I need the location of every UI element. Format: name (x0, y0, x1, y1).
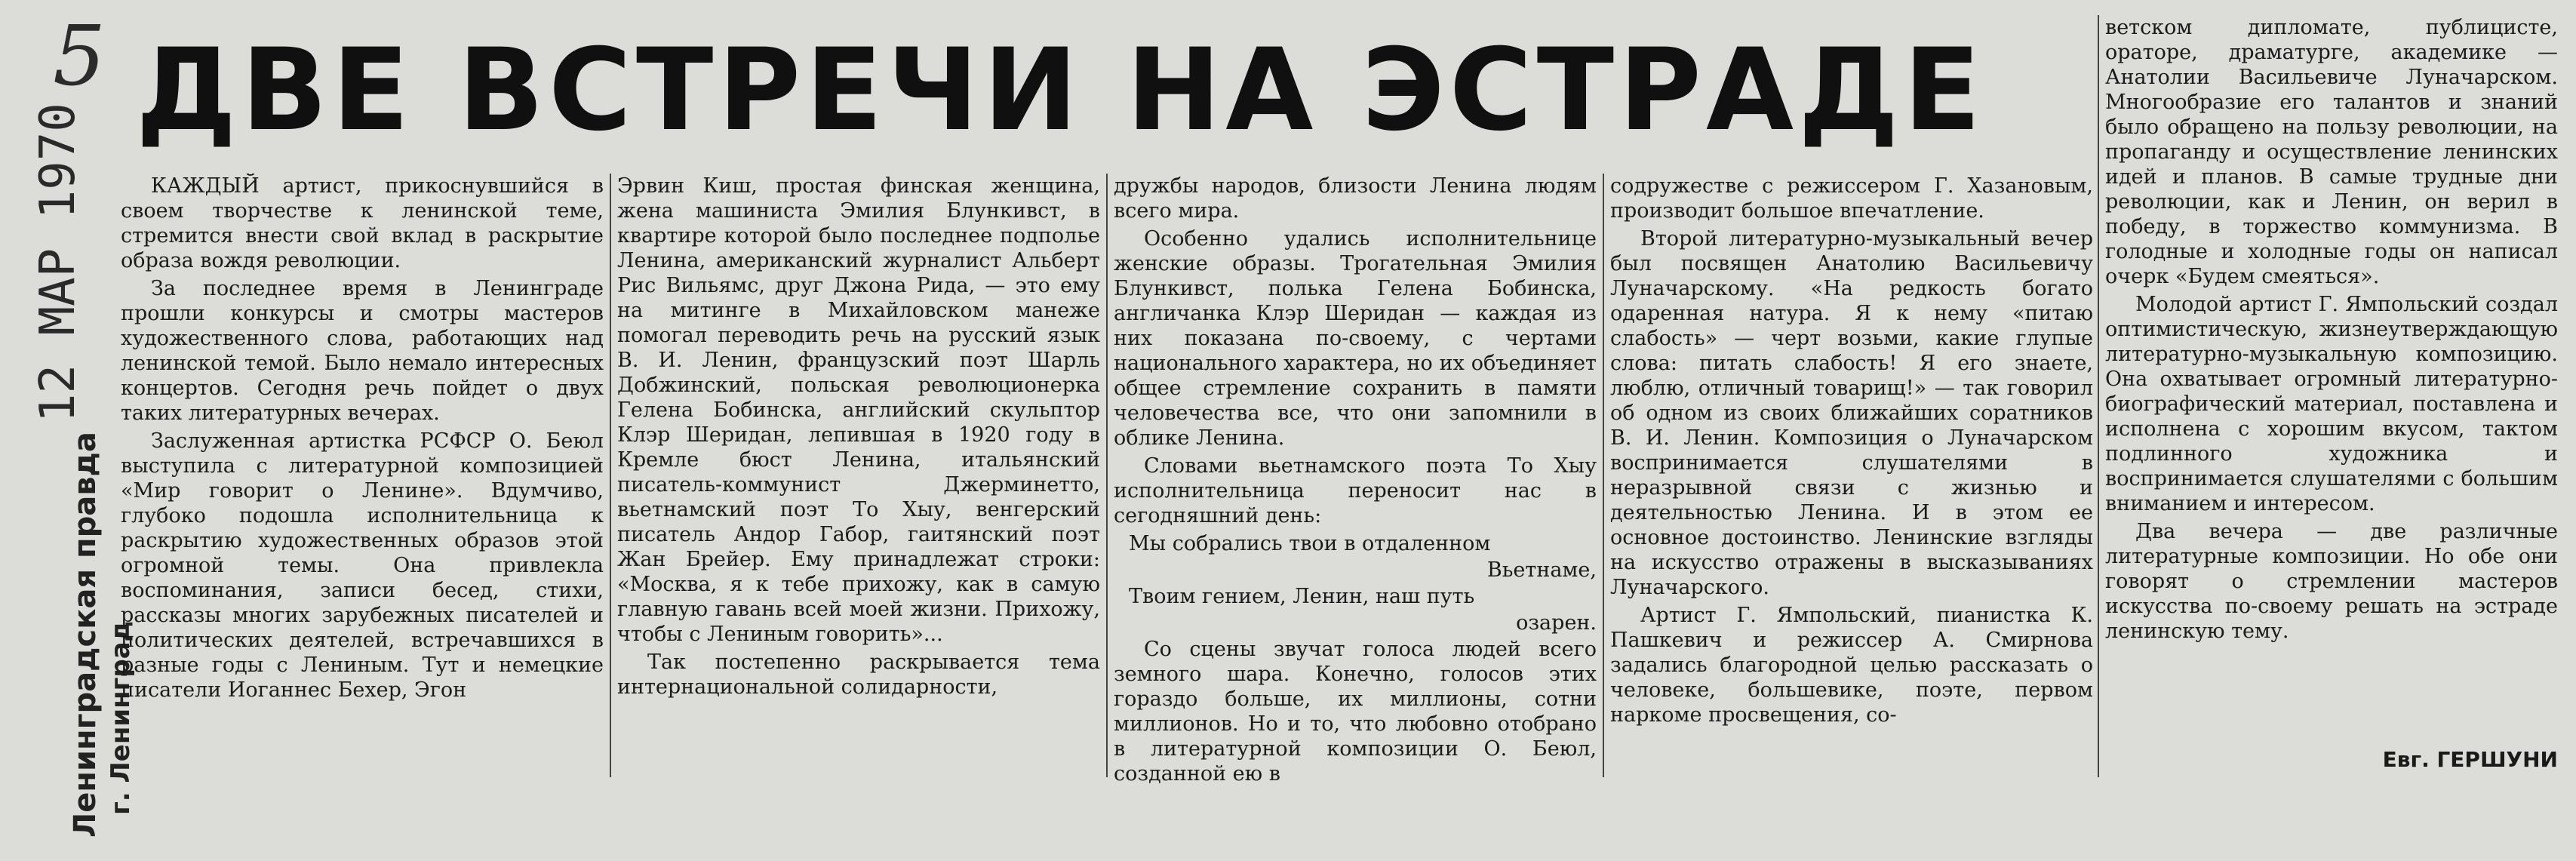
date-stamp: 12 МАР 1970 (30, 103, 86, 423)
article-column-2 (617, 174, 1100, 853)
paragraph: За последнее время в Ленинграде прошли конкурсы и смотры мастеров художественного слова, работающих над ленинской темой. Было немало интересных концертов. Сегодня речь пойдет о двух таких литературных вечерах. (121, 277, 604, 425)
verse-line: Вьетнаме, (1486, 558, 1597, 582)
paragraph: Два вечера — две различные литературные композиции. Но обе они говорят о стремлении мастеров искусства по-своему решать на эстраде ленинскую тему. (2105, 520, 2558, 643)
paragraph: Заслуженная артистка РСФСР О. Беюл выступила с литературной композицией «Мир говорит о Ленине». Вдумчиво, глубоко подошла исполнительница к раскрытию художественных образов этой огромной темы. Она привлекла воспоминания, записи бесед, стихи, рассказы многих зарубежных писателей и политических деятелей, встречавшихся в разные годы с Лениным. Тут и немецкие писатели Иоганнес Бехер, Эгон (121, 429, 604, 702)
source-stamp: Ленинградская правда (68, 432, 103, 838)
paragraph: Так постепенно раскрывается тема интернациональной солидарности, (617, 650, 1100, 699)
paragraph: Словами вьетнамского поэта То Хыу исполнительница переносит нас в сегодняшний день: (1114, 454, 1597, 527)
paragraph: Эрвин Киш, простая финская женщина, жена машиниста Эмилия Блункивст, в квартире которой было последнее подполье Ленина, американский журналист Альберт Рис Вильямс, друг Джона Рида, — это ему на митинге в Михайловском манеже помогал переводить речь на русский язык В. И. Ленин, французский поэт Шарль Добжинский, польская революционерка Гелена Бобинска, английский скульптор Клэр Шеридан, лепившая в 1920 году в Кремле бюст Ленина, итальянский писатель-коммунист Джерминетто, вьетнамский поэт То Хыу, венгерский писатель Андор Габор, гаитянский поэт Жан Брейер. Ему принадлежат строки: «Москва, я к тебе прихожу, как в самую главную гавань всей моей жизни. Прихожу, чтобы с Лениным говорить»... (617, 174, 1100, 646)
paragraph: Со сцены звучат голоса людей всего земного шара. Конечно, голосов этих гораздо больше, их миллионы, сотни миллионов. Но и то, что любовно отобрано в литературной композиции О. Беюл, созданной ею в (1114, 638, 1597, 786)
article-headline: ДВЕ ВСТРЕЧИ НА ЭСТРАДЕ (136, 25, 1986, 156)
column-divider (1603, 174, 1604, 777)
verse-line: Твоим гением, Ленин, наш путь (1129, 585, 1475, 608)
paragraph: содружестве с режиссером Г. Хазановым, производит большое впечатление. (1610, 174, 2093, 223)
article-column-3 (1114, 174, 1597, 853)
article-column-5 (2105, 15, 2558, 853)
paragraph: КАЖДЫЙ артист, прикоснувшийся в своем творчестве к ленинской теме, стремится внести свой вклад в раскрытие образа вождя революции. (121, 174, 604, 272)
verse-line: Мы собрались твои в отдаленном (1129, 532, 1491, 555)
column-divider (610, 174, 611, 777)
paragraph: Особенно удались исполнительнице женские образы. Трогательная Эмилия Блункивст, полька Гелена Бобинска, англичанка Клэр Шеридан — каждая из них показана по-своему, с чертами национального характера, но их объединяет общее стремление сохранить в памяти человечества все, что они запомнили в облике Ленина. (1114, 227, 1597, 450)
handwritten-number: 5 (53, 8, 106, 104)
paragraph: Второй литературно-музыкальный вечер был посвящен Анатолию Васильевичу Луначарскому. «На редкость богато одаренная натура. Я к нему «питаю слабость» — черт возьми, какие глупые слова: питать слабость! Я его знаете, люблю, отличный товарищ!» — так говорил об одном из своих ближайших соратников В. И. Ленин. Композиция о Луначарском воспринимается слушателями в неразрывной связи с жизнью и деятельностью Ленина. И в этом ее основное достоинство. Ленинские взгляды на искусство отражены в высказываниях Луначарского. (1610, 227, 2093, 599)
paragraph: ветском дипломате, публицисте, ораторе, драматурге, академике — Анатолии Васильевиче Луначарском. Многообразие его талантов и знаний было обращено на пользу революции, на пропаганду и осуществление ленинских идей и планов. В самые трудные дни революции, как и Ленин, он верил в победу, в торжество коммунизма. В голодные и холодные годы он написал очерк «Будем смеяться». (2105, 16, 2558, 288)
paragraph: Артист Г. Ямпольский, пианистка К. Пашкевич и режиссер А. Смирнова задались благородной целью рассказать о человеке, большевике, поэте, первом наркоме просвещения, со- (1610, 604, 2093, 727)
article-column-1 (121, 174, 604, 853)
author-signature: Евг. ГЕРШУНИ (2382, 747, 2558, 772)
column-divider (2098, 15, 2099, 777)
verse-line: озарен. (1516, 611, 1597, 635)
source-city-stamp: г. Ленинград (106, 620, 136, 815)
column-divider (1106, 174, 1108, 777)
paragraph: дружбы народов, близости Ленина людям всего мира. (1114, 174, 1597, 223)
article-column-4 (1610, 174, 2093, 853)
paragraph: Молодой артист Г. Ямпольский создал оптимистическую, жизнеутверждающую литературно-музыкальную композицию. Она охватывает огромный литературно-биографический материал, поставлена и исполнена с хорошим вкусом, тактом подлинного художника и воспринимается слушателями с большим вниманием и интересом. (2105, 293, 2558, 515)
